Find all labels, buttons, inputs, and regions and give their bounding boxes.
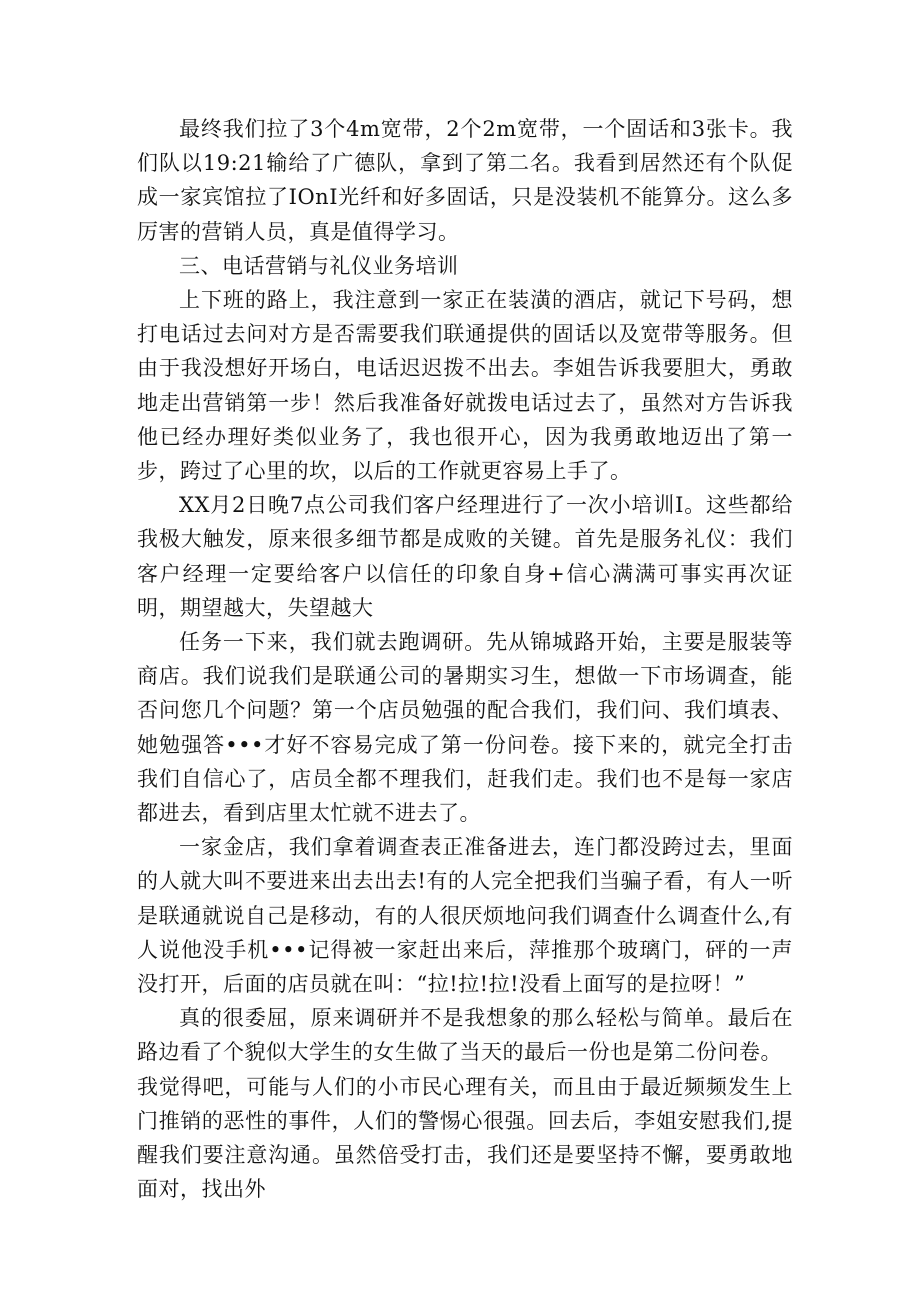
paragraph-training: XX月2日晚7点公司我们客户经理进行了一次小培训I。这些都给我极大触发，原来很多细节都是成败的关键。首先是服务礼仪：我们客户经理一定要给客户以信任的印象自身+信心满满可事实再次证明，期望越大，失望越大 bbox=[137, 493, 793, 620]
paragraph-reflection: 我觉得吧，可能与人们的小市民心理有关，而且由于最近频频发生上门推销的恶性的事件，人们的警惕心很强。回去后，李姐安慰我们,提醒我们要注意沟通。虽然倍受打击，我们还是要坚持不懈，要勇敢地面对，找出外 bbox=[137, 1074, 793, 1202]
paragraph-gold-store: 一家金店，我们拿着调查表正准备进去，连门都没跨过去，里面的人就大叫不要进来出去出去!有的人完全把我们当骗子看，有人一听是联通就说自己是移动，有的人很厌烦地问我们调查什么调查什么,有人说他没手机•••记得被一家赶出来后，萍推那个玻璃门，砰的一声没打开，后面的店员就在叫：“拉!拉!拉!没看上面写的是拉呀！” bbox=[137, 835, 793, 997]
section-heading-telemarketing: 三、电话营销与礼仪业务培训 bbox=[179, 253, 459, 278]
document-body bbox=[137, 112, 793, 1207]
paragraph-hotel-call: 上下班的路上，我注意到一家正在装潢的酒店，就记下号码，想打电话过去问对方是否需要我们联通提供的固话以及宽带等服务。但由于我没想好开场白，电话迟迟拨不出去。李姐告诉我要胆大，勇敢地走出营销第一步！然后我准备好就拨电话过去了，虽然对方告诉我他已经办理好类似业务了，我也很开心，因为我勇敢地迈出了第一步，跨过了心里的坎，以后的工作就更容易上手了。 bbox=[137, 288, 793, 484]
paragraph-grievance: 真的很委屈，原来调研并不是我想象的那么轻松与简单。最后在路边看了个貌似大学生的女生做了当天的最后一份也是第二份问卷。 bbox=[137, 1006, 793, 1065]
paragraph-broadband-results: 最终我们拉了3个4m宽带，2个2m宽带，一个固话和3张卡。我们队以19:21输给了广德队，拿到了第二名。我看到居然还有个队促成一家宾馆拉了IOnI光纤和好多固话，只是没装机不能算分。这么多厉害的营销人员，真是值得学习。 bbox=[137, 117, 793, 244]
paragraph-survey: 任务一下来，我们就去跑调研。先从锦城路开始，主要是服装等商店。我们说我们是联通公司的暑期实习生，想做一下市场调查，能否问您几个问题？第一个店员勉强的配合我们，我们问、我们填表、她勉强答•••才好不容易完成了第一份问卷。接下来的，就完全打击我们自信心了，店员全都不理我们，赶我们走。我们也不是每一家店都进去，看到店里太忙就不进去了。 bbox=[137, 630, 793, 826]
